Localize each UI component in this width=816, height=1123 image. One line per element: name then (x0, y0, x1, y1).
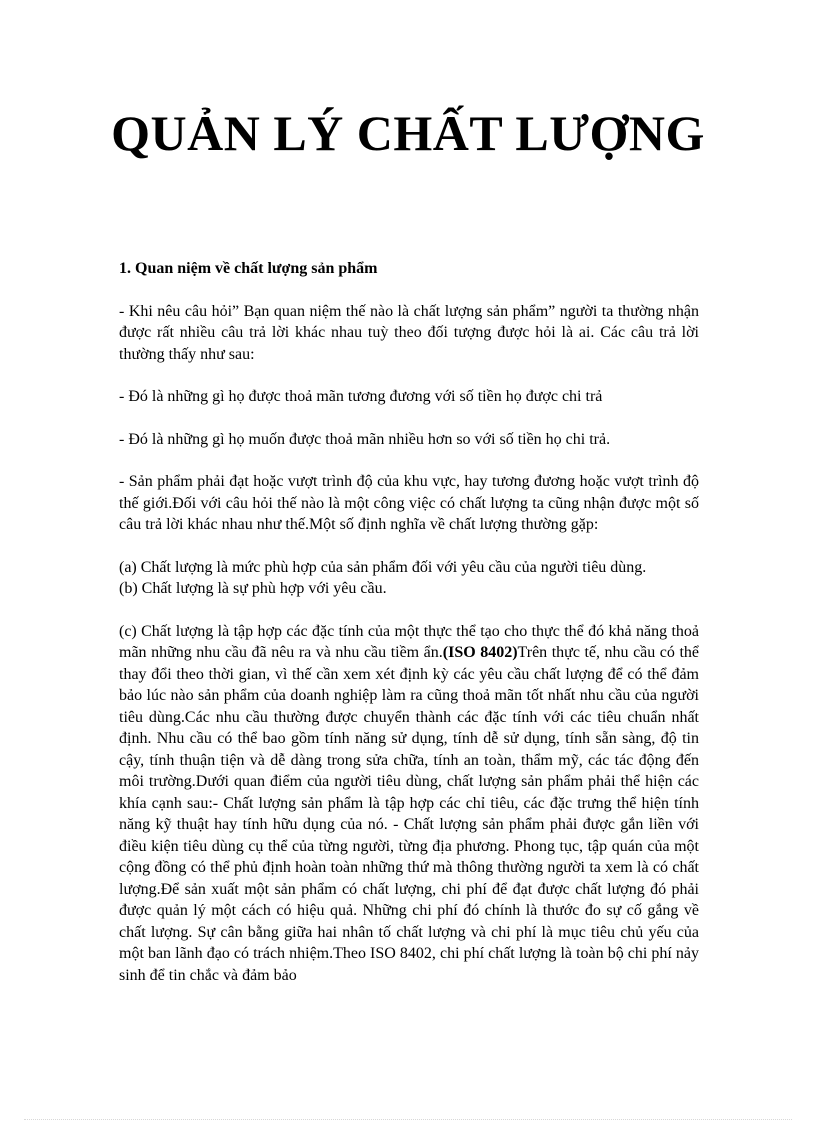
definition-c (119, 621, 699, 987)
paragraph-answer-3: - Sản phẩm phải đạt hoặc vượt trình độ của khu vực, hay tương đương hoặc vượt trình độ thế giới.Đối với câu hỏi thế nào là một công việc có chất lượng ta cũng nhận được một số câu trả lời khác nhau như thế.Một số định nghĩa về chất lượng thường gặp: (119, 473, 699, 533)
paragraph-answer-2: - Đó là những gì họ muốn được thoả mãn nhiều hơn so với số tiền họ chi trả. (119, 430, 611, 448)
paragraph-intro: - Khi nêu câu hỏi” Bạn quan niệm thế nào là chất lượng sản phẩm” người ta thường nhận được rất nhiều câu trả lời khác nhau tuỳ theo đối tượng được hỏi là ai. Các câu trả lời thường thấy như sau: (119, 302, 699, 363)
section-heading: 1. Quan niệm về chất lượng sản phẩm (119, 260, 378, 277)
document-title: QUẢN LÝ CHẤT LƯỢNG (111, 105, 705, 161)
definition-b: (b) Chất lượng là sự phù hợp với yêu cầu. (119, 580, 387, 597)
document-body (119, 258, 699, 1007)
iso-reference: (ISO 8402) (442, 644, 518, 661)
definition-c-text: (c) Chất lượng là tập hợp các đặc tính của một thực thể tạo cho thực thể đó khả năng thoả mãn những nhu cầu đã nêu ra và nhu cầu tiềm ẩn. (119, 622, 699, 661)
page-bottom-rule (24, 1119, 792, 1120)
paragraph-answer-1: - Đó là những gì họ được thoả mãn tương đương với số tiền họ được chi trả (119, 388, 603, 405)
definition-c-continuation: Trên thực tế, nhu cầu có thể thay đổi theo thời gian, vì thế cần xem xét định kỳ các yêu cầu chất lượng để có thể đảm bảo lúc nào sản phẩm của doanh nghiệp làm ra cũng thoả mãn tốt nhất nhu cầu của người tiêu dùng.Các nhu cầu thường được chuyển thành các đặc tính với các tiêu chuẩn nhất định. Nhu cầu có thể bao gồm tính năng sử dụng, tính dễ sử dụng, tính sẵn sàng, độ tin cậy, tính thuận tiện và dễ dàng trong sửa chữa, tính an toàn, thẩm mỹ, các tác động đến môi trường.Dưới quan điểm của người tiêu dùng, chất lượng sản phẩm phải thể hiện các khía cạnh sau:- Chất lượng sản phẩm là tập hợp các chỉ tiêu, các đặc trưng thể hiện tính năng kỹ thuật hay tính hữu dụng của nó. - Chất lượng sản phẩm phải được gắn liền với điều kiện tiêu dùng cụ thể của từng người, từng địa phương. Phong tục, tập quán của một cộng đồng có thể phủ định hoàn toàn những thứ mà thông thường người ta xem là có chất lượng.Để sản xuất một sản phẩm có chất lượng, chi phí để đạt được chất lượng đó phải được quản lý một cách có hiệu quả. Những chi phí đó chính là thước đo sự cố gắng về chất lượng. Sự cân bằng giữa hai nhân tố chất lượng và chi phí là mục tiêu chủ yếu của một ban lãnh đạo có trách nhiệm.Theo ISO 8402, chi phí chất lượng là toàn bộ chi phí nảy sinh để tin chắc và đảm bảo (119, 644, 699, 984)
definition-a: (a) Chất lượng là mức phù hợp của sản phẩm đối với yêu cầu của người tiêu dùng. (119, 558, 647, 576)
